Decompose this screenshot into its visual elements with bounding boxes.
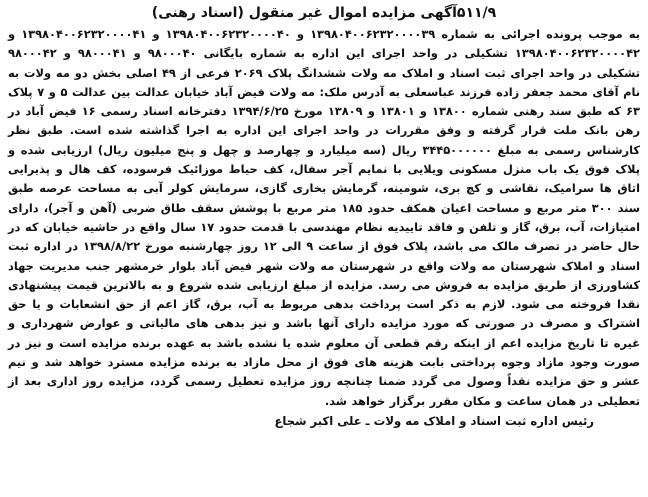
notice-title: ۵۱۱/۹آگهی مزایده اموال غیر منقول (اسناد رهنی) [151,5,497,21]
notice-body: به موجب پرونده اجرائی به شماره ۱۳۹۸۰۴۰۰۶۲۳۲۰۰۰۰۳۹ و ۱۳۹۸۰۴۰۰۶۲۳۲۰۰۰۰۴۰ و ۱۳۹۸۰۴۰۰۶۲۳۲۰۰۰۰۴۱ و ۱۳۹۸۰۴۰۰۶۲۳۲۰۰۰۰۴۲ تشکیلی در واحد اجرای این اداره به شماره بایگانی ۹۸۰۰۰۴۰ و ۹۸۰۰۰۴۱ و ۹۸۰۰۰۴۲ تشکیلی در واحد اجرای ثبت اسناد و املاک مه ولات ششدانگ پلاک ۲۰۶۹ فرعی از ۴۹ اصلی بخش دو مه ولات به نام آقای محمد جعفر زاده فرزند عباسعلی به آدرس ملک: مه ولات فیض آباد خیابان عدالت بین عدالت ۵ و ۷ پلاک ۶۳ که طبق سند رهنی شماره ۱۳۸۰۰ و ۱۳۸۰۱ و ۱۳۸۰۹ مورخ ۱۳۹۴/۶/۲۵ دفترخانه اسناد رسمی ۱۶ فیض آباد در رهن بانک ملت قرار گرفته و وفق مقررات در واحد اجرای این اداره به اجرا گذاشته شده است. طبق نظر کارشناس رسمی به مبلغ ۳۴۴۵۰۰۰۰۰۰ ریال (سه میلیارد و چهارصد و چهل و پنج میلیون ریال) ارزیابی شده و پلاک فوق یک باب منزل مسکونی ویلایی با نمایم آجر سفال، کف حیاط موزائیک فرسوده، کف هال و پذیرایی اتاق ها سرامیک، نقاشی و کچ بری، شومینه، گرمایش بخاری گازی، سرمایش کولر آبی به مساحت عرصه طبق سند ۳۰۰ متر مربع و مساحت اعیان همکف حدود ۱۸۵ متر مربع با پوشش سقف طاق ضربی (آهن و آجر)، دارای امتیازات، آب، برق، گاز و تلفن و فاقد تاییدیه نظام مهندسی با قدمت حدود ۱۷ سال واقع در حاشیه خیابان که در حال حاضر در تصرف مالک می باشد، پلاک فوق از ساعت ۹ الی ۱۲ روز چهارشنبه مورخ ۱۳۹۸/۸/۲۲ در اداره ثبت اسناد و املاک شهرستان مه ولات واقع در شهرستان مه ولات شهر فیض آباد بلوار خرمشهر جنب مدیریت جهاد کشاورزی از طریق مزایده به فروش می رسد. مزایده از مبلغ ارزیابی شده شروع و به بالاترین قیمت پیشنهادی نقدا فروخته می شود. لازم به ذکر است پرداخت بدهی مربوط به آب، برق، گاز اعم از حق انشعابات و یا حق اشتراک و مصرف در صورتی که مورد مزایده دارای آنها باشد و نیز بدهی های مالیاتی و عوارض شهرداری و غیره تا تاریخ مزایده اعم از اینکه رقم قطعی آن معلوم شده یا نشده باشد به عهده برنده مزایده است و نیز در صورت وجود مازاد وجوه پرداختی بابت هزینه های فوق از محل مازاد به برنده مزایده مسترد خواهد شد و نیم عشر و حق مزایده نقداً وصول می گردد ضمنا چنانچه روز مزایده تعطیل رسمی گردد، مزایده روز اداری بعد از تعطیلی در همان ساعت و مکان مقرر برگزار خواهد شد. [8,27,641,408]
notice-signature: رئیس اداره ثبت اسناد و املاک مه ولات ـ علی اکبر شجاع [274,413,594,428]
